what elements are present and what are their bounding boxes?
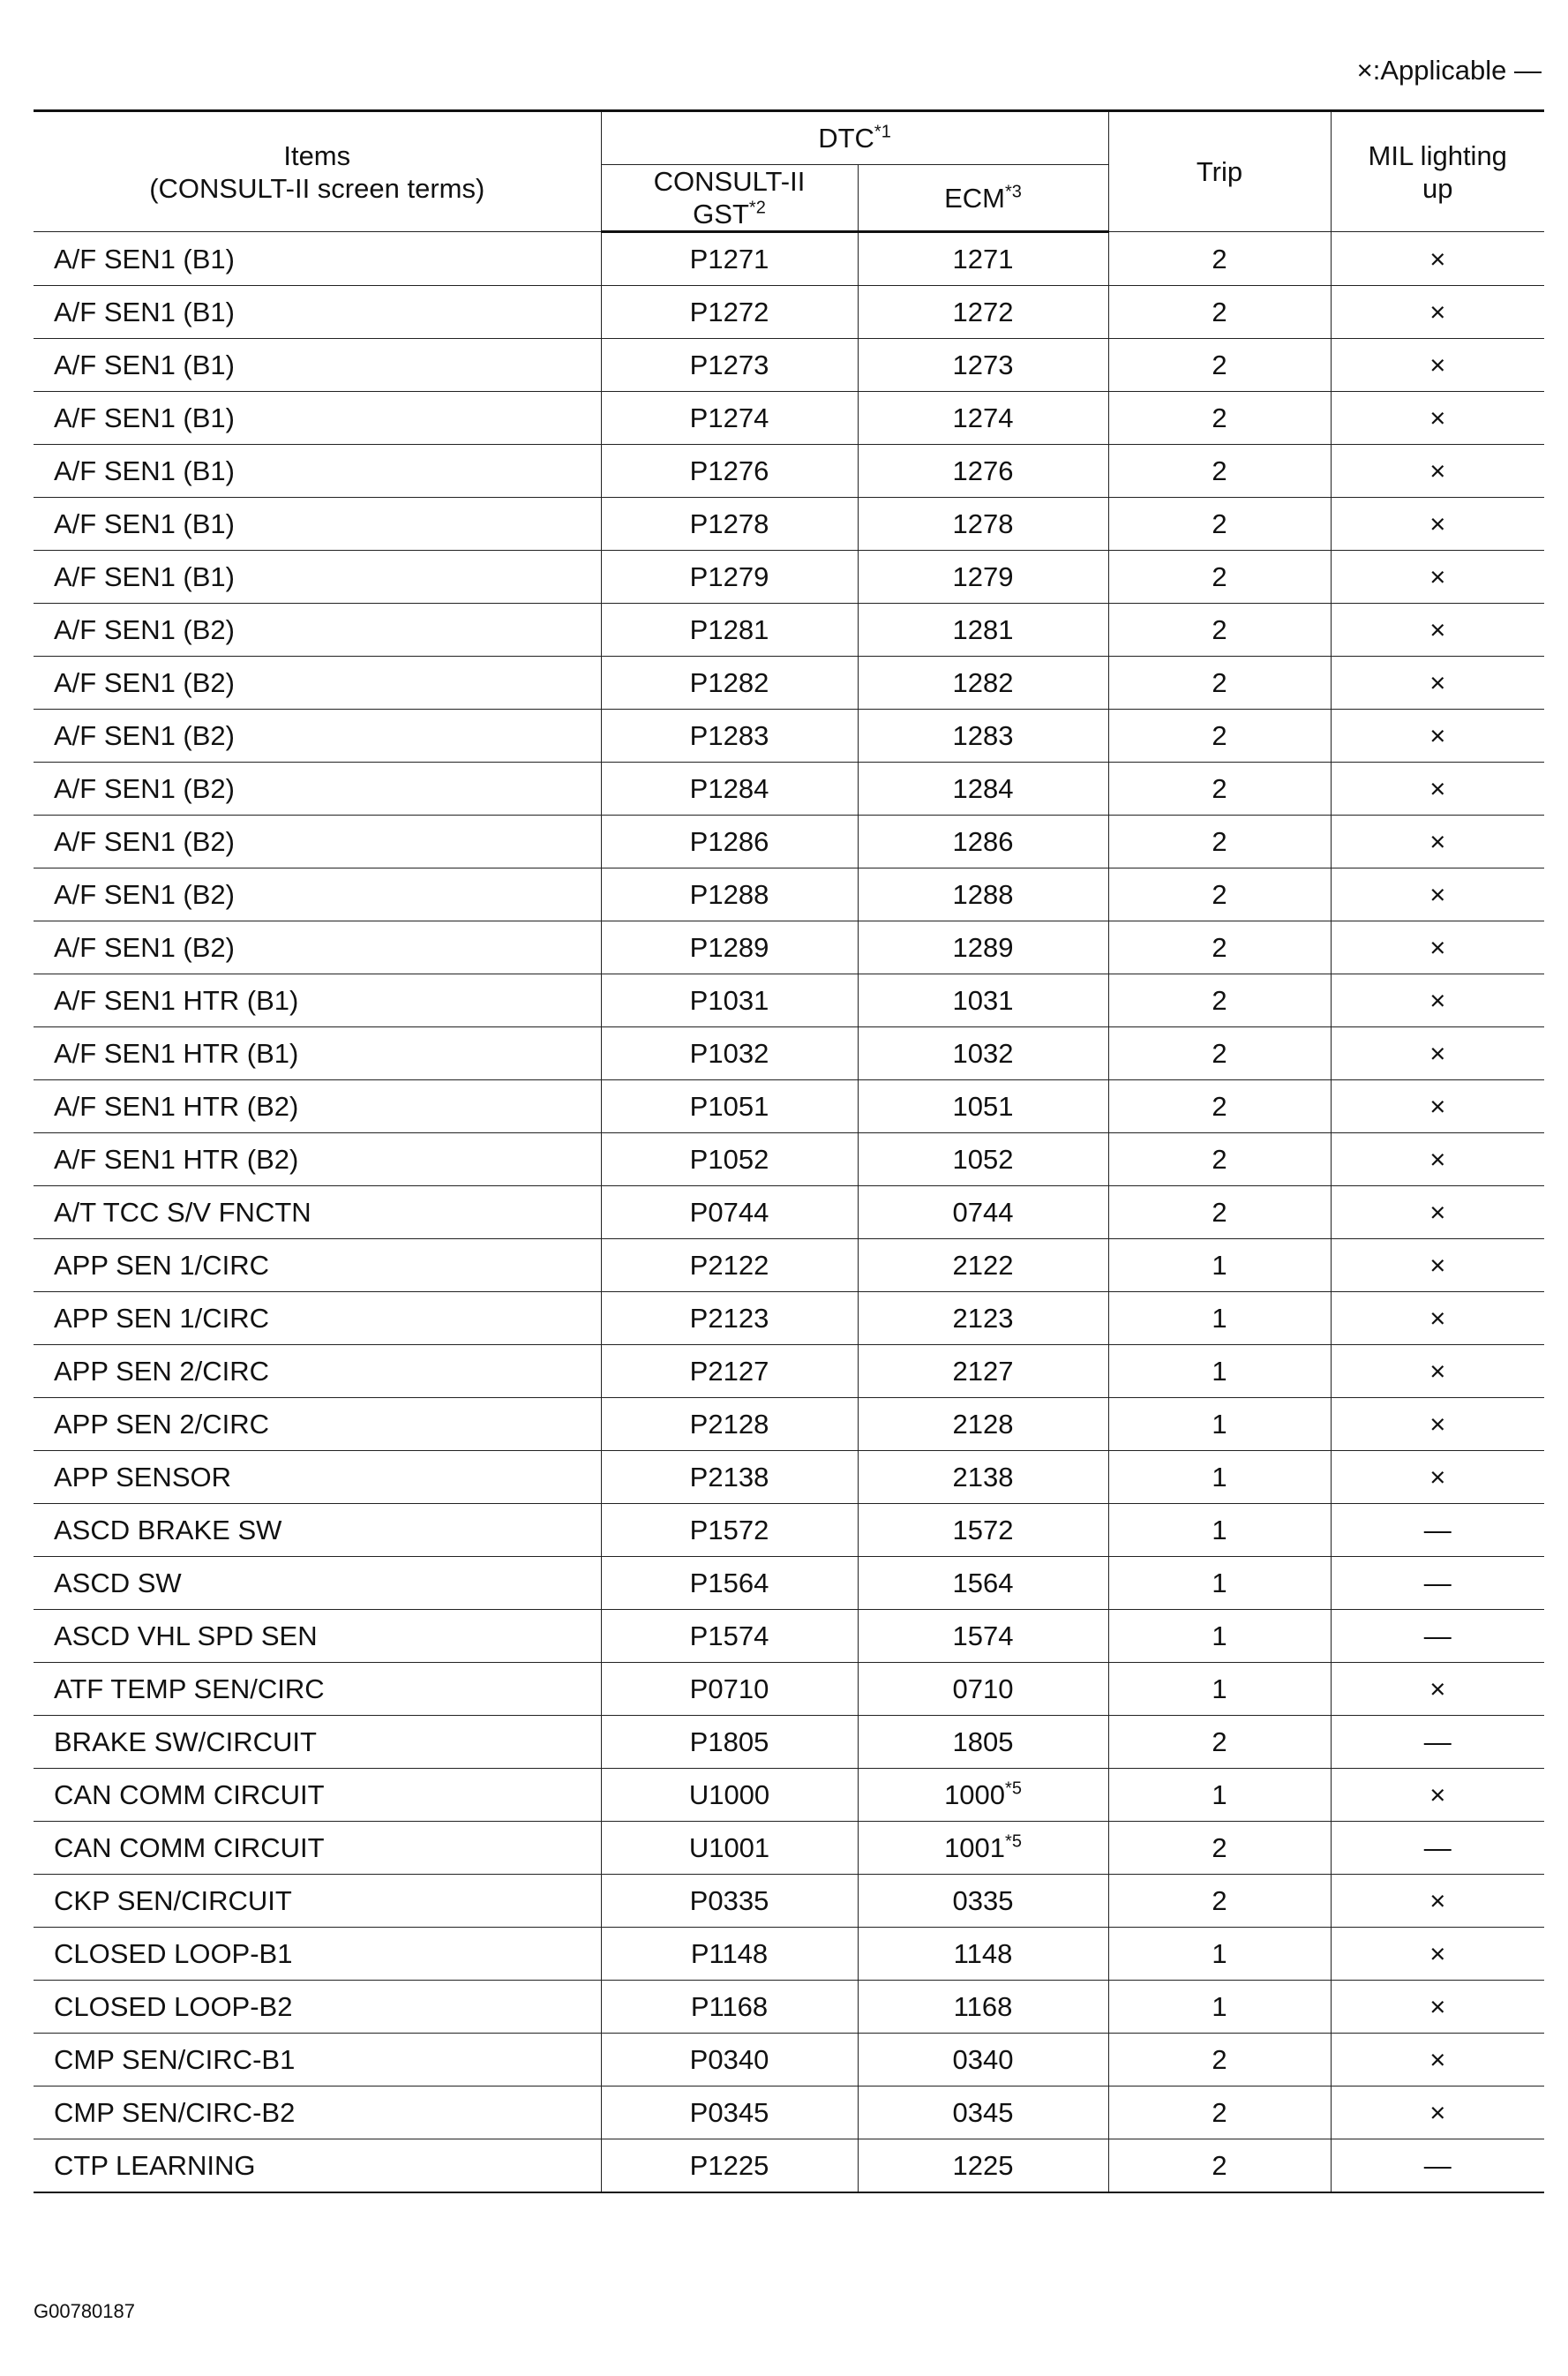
- mil-cell: —: [1331, 1610, 1544, 1663]
- table-row: [34, 1292, 1544, 1345]
- item-cell: CLOSED LOOP-B1: [34, 1928, 601, 1981]
- ecm-code-cell: [858, 1716, 1108, 1769]
- ecm-code-cell: [858, 1769, 1108, 1822]
- ecm-code: 1288: [952, 879, 1014, 911]
- table-row: [34, 816, 1544, 868]
- trip-cell: 2: [1108, 2034, 1331, 2087]
- table-row: [34, 1239, 1544, 1292]
- item-cell: A/F SEN1 (B2): [34, 763, 601, 816]
- trip-cell: 1: [1108, 1663, 1331, 1716]
- trip-cell: 2: [1108, 1133, 1331, 1186]
- item-cell: A/F SEN1 (B1): [34, 286, 601, 339]
- ecm-code: 1276: [952, 455, 1014, 487]
- item-cell: ASCD VHL SPD SEN: [34, 1610, 601, 1663]
- item-cell: CAN COMM CIRCUIT: [34, 1822, 601, 1875]
- mil-cell: ×: [1331, 232, 1544, 286]
- mil-cell: —: [1331, 1822, 1544, 1875]
- consult-code-cell: P0340: [601, 2034, 858, 2087]
- mil-cell: —: [1331, 1504, 1544, 1557]
- consult-code-cell: P1278: [601, 498, 858, 551]
- ecm-code: 1281: [952, 614, 1014, 646]
- consult-code-cell: P1273: [601, 339, 858, 392]
- table-row: [34, 551, 1544, 604]
- item-cell: A/F SEN1 (B2): [34, 604, 601, 657]
- header-dtc-label: DTC: [818, 122, 874, 154]
- ecm-code-cell: [858, 1239, 1108, 1292]
- item-cell: A/F SEN1 (B2): [34, 921, 601, 974]
- table-row: [34, 657, 1544, 710]
- trip-cell: 1: [1108, 1981, 1331, 2034]
- item-cell: CAN COMM CIRCUIT: [34, 1769, 601, 1822]
- legend: ×:Applicable —: [1356, 55, 1542, 86]
- ecm-code-cell: [858, 2034, 1108, 2087]
- consult-code-cell: P1289: [601, 921, 858, 974]
- ecm-code: 1273: [952, 350, 1014, 381]
- header-consult-line1: CONSULT-II: [653, 166, 806, 197]
- header-consult-line2: GST: [693, 199, 749, 230]
- consult-code-cell: P0345: [601, 2087, 858, 2139]
- ecm-code: 1283: [952, 720, 1014, 752]
- ecm-code-cell: [858, 604, 1108, 657]
- trip-cell: 1: [1108, 1928, 1331, 1981]
- header-items-line2: (CONSULT-II screen terms): [149, 172, 485, 204]
- table-row: [34, 1981, 1544, 2034]
- consult-code-cell: P0335: [601, 1875, 858, 1928]
- ecm-code: 2138: [952, 1462, 1014, 1493]
- mil-cell: ×: [1331, 604, 1544, 657]
- table-row: [34, 1716, 1544, 1769]
- trip-cell: 1: [1108, 1451, 1331, 1504]
- consult-code-cell: P1282: [601, 657, 858, 710]
- header-consult: [601, 165, 858, 232]
- mil-cell: ×: [1331, 1239, 1544, 1292]
- header-items: [34, 111, 601, 232]
- item-cell: A/F SEN1 (B2): [34, 710, 601, 763]
- trip-cell: 1: [1108, 1557, 1331, 1610]
- ecm-code-cell: [858, 2139, 1108, 2193]
- mil-cell: ×: [1331, 1663, 1544, 1716]
- consult-code-cell: P2127: [601, 1345, 858, 1398]
- ecm-code: 1282: [952, 667, 1014, 699]
- consult-code-cell: P1286: [601, 816, 858, 868]
- ecm-code-cell: [858, 1133, 1108, 1186]
- consult-code-cell: P1225: [601, 2139, 858, 2193]
- ecm-code: 2122: [952, 1250, 1014, 1282]
- mil-cell: ×: [1331, 1186, 1544, 1239]
- trip-cell: 2: [1108, 1875, 1331, 1928]
- mil-cell: ×: [1331, 1080, 1544, 1133]
- mil-cell: ×: [1331, 710, 1544, 763]
- mil-cell: —: [1331, 1716, 1544, 1769]
- consult-code-cell: P1271: [601, 232, 858, 286]
- item-cell: A/F SEN1 HTR (B2): [34, 1080, 601, 1133]
- trip-cell: 2: [1108, 551, 1331, 604]
- consult-code-cell: P1574: [601, 1610, 858, 1663]
- ecm-code-cell: [858, 2087, 1108, 2139]
- consult-code-cell: P2123: [601, 1292, 858, 1345]
- mil-cell: ×: [1331, 1875, 1544, 1928]
- item-cell: A/F SEN1 (B2): [34, 868, 601, 921]
- header-trip: Trip: [1108, 111, 1331, 232]
- item-cell: ASCD SW: [34, 1557, 601, 1610]
- table-row: [34, 286, 1544, 339]
- item-cell: A/F SEN1 (B2): [34, 657, 601, 710]
- ecm-code-cell: [858, 1027, 1108, 1080]
- table-row: [34, 2034, 1544, 2087]
- trip-cell: 1: [1108, 1292, 1331, 1345]
- trip-cell: 2: [1108, 1080, 1331, 1133]
- trip-cell: 1: [1108, 1610, 1331, 1663]
- ecm-code: 1001: [944, 1832, 1006, 1864]
- trip-cell: 2: [1108, 1027, 1331, 1080]
- mil-cell: ×: [1331, 551, 1544, 604]
- table-row: [34, 498, 1544, 551]
- mil-cell: ×: [1331, 498, 1544, 551]
- ecm-code-cell: [858, 1292, 1108, 1345]
- header-items-line1: Items: [283, 139, 351, 171]
- trip-cell: 2: [1108, 1716, 1331, 1769]
- trip-cell: 2: [1108, 868, 1331, 921]
- table-row: [34, 921, 1544, 974]
- trip-cell: 2: [1108, 1822, 1331, 1875]
- trip-cell: 2: [1108, 232, 1331, 286]
- table-row: [34, 868, 1544, 921]
- item-cell: A/F SEN1 (B1): [34, 445, 601, 498]
- consult-code-cell: P1274: [601, 392, 858, 445]
- figure-code: G00780187: [34, 2300, 135, 2322]
- item-cell: CKP SEN/CIRCUIT: [34, 1875, 601, 1928]
- ecm-code-cell: [858, 392, 1108, 445]
- ecm-code-cell: [858, 1557, 1108, 1610]
- header-ecm: [858, 165, 1108, 232]
- ecm-code: 2127: [952, 1356, 1014, 1387]
- mil-cell: ×: [1331, 2034, 1544, 2087]
- header-ecm-sup: *3: [1004, 182, 1022, 202]
- ecm-code-cell: [858, 1451, 1108, 1504]
- ecm-code: 0744: [952, 1197, 1014, 1229]
- ecm-code-cell: [858, 1186, 1108, 1239]
- item-cell: APP SEN 1/CIRC: [34, 1292, 601, 1345]
- trip-cell: 2: [1108, 604, 1331, 657]
- item-cell: A/F SEN1 (B1): [34, 498, 601, 551]
- mil-cell: ×: [1331, 657, 1544, 710]
- ecm-code: 1574: [952, 1620, 1014, 1652]
- ecm-code: 1051: [952, 1091, 1014, 1123]
- table-row: [34, 1822, 1544, 1875]
- ecm-code-cell: [858, 498, 1108, 551]
- trip-cell: 1: [1108, 1239, 1331, 1292]
- item-cell: A/F SEN1 (B1): [34, 551, 601, 604]
- consult-code-cell: P1284: [601, 763, 858, 816]
- consult-code-cell: P2138: [601, 1451, 858, 1504]
- consult-code-cell: U1001: [601, 1822, 858, 1875]
- ecm-code: 1225: [952, 2150, 1014, 2182]
- mil-cell: ×: [1331, 1769, 1544, 1822]
- mil-cell: ×: [1331, 1133, 1544, 1186]
- mil-cell: ×: [1331, 1928, 1544, 1981]
- table-row: [34, 1451, 1544, 1504]
- trip-cell: 2: [1108, 339, 1331, 392]
- consult-code-cell: P2128: [601, 1398, 858, 1451]
- consult-code-cell: U1000: [601, 1769, 858, 1822]
- ecm-code: 1168: [953, 1991, 1013, 2023]
- mil-cell: ×: [1331, 339, 1544, 392]
- ecm-code: 1272: [952, 297, 1014, 328]
- ecm-code-cell: [858, 1822, 1108, 1875]
- consult-code-cell: P1281: [601, 604, 858, 657]
- ecm-code: 1052: [952, 1144, 1014, 1176]
- ecm-code-cell: [858, 1080, 1108, 1133]
- ecm-code-cell: [858, 1610, 1108, 1663]
- ecm-code: 1564: [952, 1568, 1014, 1599]
- table-row: [34, 2139, 1544, 2193]
- item-cell: A/F SEN1 (B2): [34, 816, 601, 868]
- header-mil: [1331, 111, 1544, 232]
- ecm-code-cell: [858, 816, 1108, 868]
- ecm-code-cell: [858, 1345, 1108, 1398]
- mil-cell: ×: [1331, 868, 1544, 921]
- header-mil-line1: MIL lighting: [1368, 139, 1507, 171]
- trip-cell: 1: [1108, 1345, 1331, 1398]
- mil-cell: ×: [1331, 1398, 1544, 1451]
- trip-cell: 2: [1108, 763, 1331, 816]
- trip-cell: 1: [1108, 1769, 1331, 1822]
- trip-cell: 1: [1108, 1504, 1331, 1557]
- trip-cell: 2: [1108, 445, 1331, 498]
- item-cell: A/F SEN1 HTR (B1): [34, 974, 601, 1027]
- ecm-code-cell: [858, 232, 1108, 286]
- ecm-code-cell: [858, 974, 1108, 1027]
- trip-cell: 2: [1108, 1186, 1331, 1239]
- ecm-code: 1000: [944, 1779, 1006, 1811]
- dtc-table: [34, 109, 1544, 2193]
- header-dtc: [601, 111, 1108, 165]
- consult-code-cell: P1279: [601, 551, 858, 604]
- trip-cell: 2: [1108, 2139, 1331, 2193]
- mil-cell: ×: [1331, 2087, 1544, 2139]
- ecm-code-cell: [858, 1663, 1108, 1716]
- consult-code-cell: P1032: [601, 1027, 858, 1080]
- item-cell: A/T TCC S/V FNCTN: [34, 1186, 601, 1239]
- item-cell: A/F SEN1 (B1): [34, 339, 601, 392]
- trip-cell: 2: [1108, 2087, 1331, 2139]
- ecm-code: 2123: [952, 1303, 1014, 1335]
- mil-cell: ×: [1331, 921, 1544, 974]
- trip-cell: 2: [1108, 921, 1331, 974]
- mil-cell: —: [1331, 2139, 1544, 2193]
- trip-cell: 2: [1108, 710, 1331, 763]
- item-cell: A/F SEN1 HTR (B2): [34, 1133, 601, 1186]
- mil-cell: —: [1331, 1557, 1544, 1610]
- consult-code-cell: P1572: [601, 1504, 858, 1557]
- mil-cell: ×: [1331, 392, 1544, 445]
- ecm-code-cell: [858, 710, 1108, 763]
- ecm-code-cell: [858, 763, 1108, 816]
- ecm-code: 1031: [952, 985, 1014, 1017]
- consult-code-cell: P1805: [601, 1716, 858, 1769]
- ecm-code-cell: [858, 1504, 1108, 1557]
- ecm-code-cell: [858, 551, 1108, 604]
- header-mil-line2: up: [1422, 172, 1453, 204]
- item-cell: ASCD BRAKE SW: [34, 1504, 601, 1557]
- consult-code-cell: P1168: [601, 1981, 858, 2034]
- consult-code-cell: P1288: [601, 868, 858, 921]
- table-row: [34, 1398, 1544, 1451]
- item-cell: BRAKE SW/CIRCUIT: [34, 1716, 601, 1769]
- item-cell: CMP SEN/CIRC-B2: [34, 2087, 601, 2139]
- mil-cell: ×: [1331, 1451, 1544, 1504]
- consult-code-cell: P0744: [601, 1186, 858, 1239]
- trip-cell: 2: [1108, 286, 1331, 339]
- ecm-code: 0340: [952, 2044, 1014, 2076]
- ecm-code: 1032: [952, 1038, 1014, 1070]
- table-row: [34, 1557, 1544, 1610]
- item-cell: ATF TEMP SEN/CIRC: [34, 1663, 601, 1716]
- ecm-code-cell: [858, 868, 1108, 921]
- trip-cell: 2: [1108, 657, 1331, 710]
- table-row: [34, 1080, 1544, 1133]
- mil-cell: ×: [1331, 1981, 1544, 2034]
- ecm-code: 1148: [953, 1938, 1013, 1970]
- trip-cell: 2: [1108, 498, 1331, 551]
- ecm-code-cell: [858, 445, 1108, 498]
- mil-cell: ×: [1331, 1345, 1544, 1398]
- header-ecm-label: ECM: [944, 182, 1005, 214]
- table-row: [34, 2087, 1544, 2139]
- table-body: [34, 232, 1544, 2193]
- ecm-code: 1271: [952, 244, 1014, 275]
- ecm-code: 1805: [952, 1726, 1014, 1758]
- trip-cell: 2: [1108, 392, 1331, 445]
- consult-code-cell: P1051: [601, 1080, 858, 1133]
- consult-code-cell: P1052: [601, 1133, 858, 1186]
- item-cell: A/F SEN1 (B1): [34, 392, 601, 445]
- ecm-code: 1278: [952, 508, 1014, 540]
- item-cell: CMP SEN/CIRC-B1: [34, 2034, 601, 2087]
- ecm-code-cell: [858, 339, 1108, 392]
- consult-code-cell: P1564: [601, 1557, 858, 1610]
- ecm-code-cell: [858, 1875, 1108, 1928]
- mil-cell: ×: [1331, 974, 1544, 1027]
- item-cell: CTP LEARNING: [34, 2139, 601, 2193]
- ecm-code: 1279: [952, 561, 1014, 593]
- table-row: [34, 445, 1544, 498]
- consult-code-cell: P1283: [601, 710, 858, 763]
- ecm-code: 1274: [952, 402, 1014, 434]
- table-row: [34, 232, 1544, 286]
- ecm-code: 1572: [952, 1515, 1014, 1546]
- trip-cell: 1: [1108, 1398, 1331, 1451]
- ecm-code-cell: [858, 921, 1108, 974]
- item-cell: APP SEN 1/CIRC: [34, 1239, 601, 1292]
- table-row: [34, 339, 1544, 392]
- ecm-code-cell: [858, 1928, 1108, 1981]
- table-row: [34, 1769, 1544, 1822]
- table-row: [34, 1027, 1544, 1080]
- ecm-code: 0335: [952, 1885, 1014, 1917]
- item-cell: A/F SEN1 HTR (B1): [34, 1027, 601, 1080]
- table-row: [34, 1186, 1544, 1239]
- ecm-code-cell: [858, 657, 1108, 710]
- table-row: [34, 1663, 1544, 1716]
- item-cell: APP SEN 2/CIRC: [34, 1345, 601, 1398]
- header-consult-sup: *2: [748, 198, 766, 218]
- ecm-footnote: *5: [1005, 1831, 1022, 1852]
- table-row: [34, 1133, 1544, 1186]
- table-row: [34, 763, 1544, 816]
- ecm-code: 1284: [952, 773, 1014, 805]
- item-cell: CLOSED LOOP-B2: [34, 1981, 601, 2034]
- table-row: [34, 392, 1544, 445]
- consult-code-cell: P1272: [601, 286, 858, 339]
- table-row: [34, 974, 1544, 1027]
- consult-code-cell: P1276: [601, 445, 858, 498]
- ecm-code: 1286: [952, 826, 1014, 858]
- mil-cell: ×: [1331, 816, 1544, 868]
- trip-cell: 2: [1108, 974, 1331, 1027]
- mil-cell: ×: [1331, 286, 1544, 339]
- header-dtc-sup: *1: [874, 122, 891, 142]
- ecm-code: 2128: [952, 1409, 1014, 1440]
- table-row: [34, 1928, 1544, 1981]
- mil-cell: ×: [1331, 763, 1544, 816]
- table-row: [34, 1875, 1544, 1928]
- ecm-code: 0710: [952, 1673, 1014, 1705]
- item-cell: APP SENSOR: [34, 1451, 601, 1504]
- table-row: [34, 604, 1544, 657]
- item-cell: A/F SEN1 (B1): [34, 232, 601, 286]
- table-row: [34, 710, 1544, 763]
- table-row: [34, 1504, 1544, 1557]
- consult-code-cell: P0710: [601, 1663, 858, 1716]
- mil-cell: ×: [1331, 1027, 1544, 1080]
- ecm-footnote: *5: [1005, 1778, 1022, 1799]
- table-row: [34, 1345, 1544, 1398]
- ecm-code-cell: [858, 1398, 1108, 1451]
- consult-code-cell: P2122: [601, 1239, 858, 1292]
- trip-cell: 2: [1108, 816, 1331, 868]
- mil-cell: ×: [1331, 445, 1544, 498]
- item-cell: APP SEN 2/CIRC: [34, 1398, 601, 1451]
- ecm-code: 1289: [952, 932, 1014, 964]
- ecm-code-cell: [858, 1981, 1108, 2034]
- ecm-code: 0345: [952, 2097, 1014, 2129]
- table-row: [34, 1610, 1544, 1663]
- ecm-code-cell: [858, 286, 1108, 339]
- consult-code-cell: P1031: [601, 974, 858, 1027]
- mil-cell: ×: [1331, 1292, 1544, 1345]
- consult-code-cell: P1148: [601, 1928, 858, 1981]
